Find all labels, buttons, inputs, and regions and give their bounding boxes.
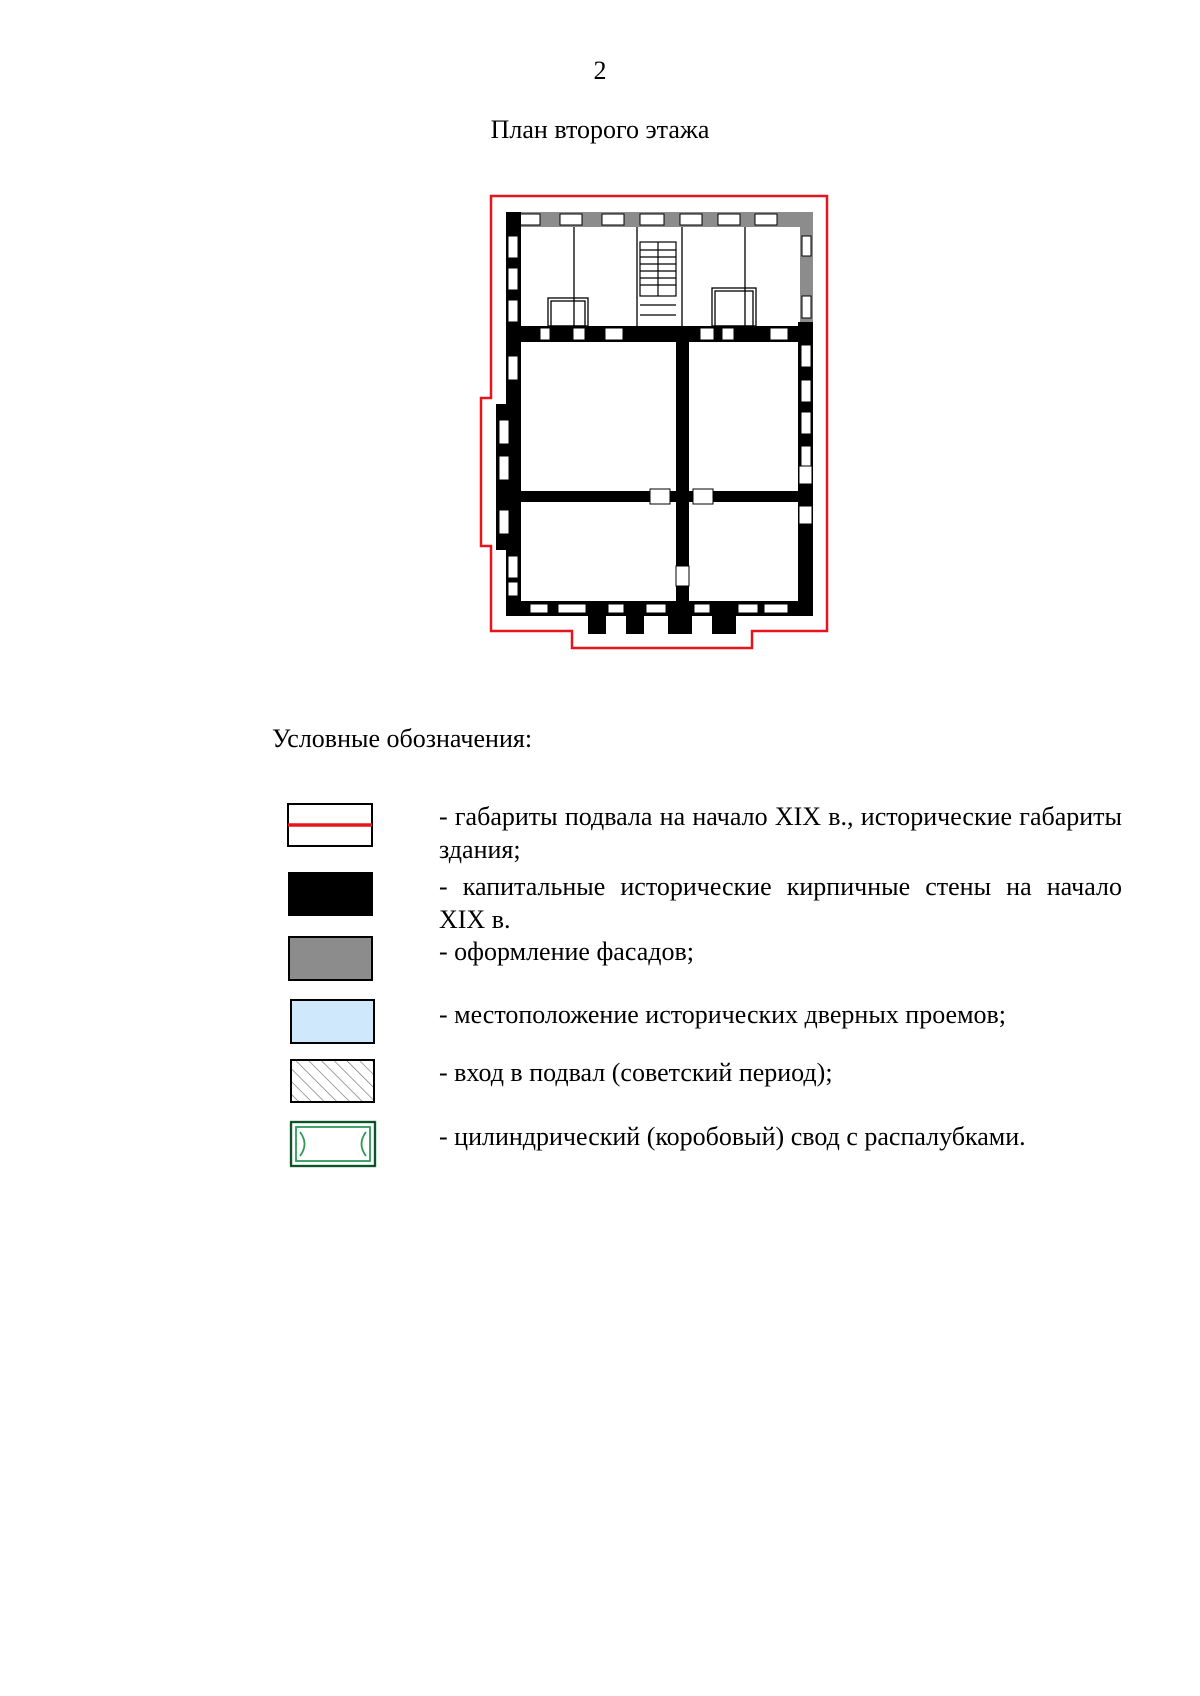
page-number: 2 — [593, 56, 607, 85]
legend-text: - местоположение исторических дверных проемов; — [439, 1000, 1007, 1029]
legend-text: - цилиндрический (коробовый) свод с распалубками. — [439, 1122, 1026, 1151]
plan-title: План второго этажа — [490, 115, 710, 144]
legend-text: - вход в подвал (советский период); — [439, 1058, 833, 1087]
legend-text: - капитальные исторические кирпичные стены на начало XIX в. — [439, 872, 1122, 934]
bottom-windows — [530, 604, 788, 613]
floor-plan-drawing — [0, 0, 1200, 700]
door-openings — [650, 466, 812, 586]
staircase — [640, 242, 676, 315]
legend-heading: Условные обозначения: — [272, 724, 533, 753]
legend-text: - габариты подвала на начало XIX в., исторические габариты здания; — [439, 802, 1122, 864]
legend-text: - оформление фасадов; — [439, 937, 694, 966]
outer-walls — [496, 212, 813, 634]
